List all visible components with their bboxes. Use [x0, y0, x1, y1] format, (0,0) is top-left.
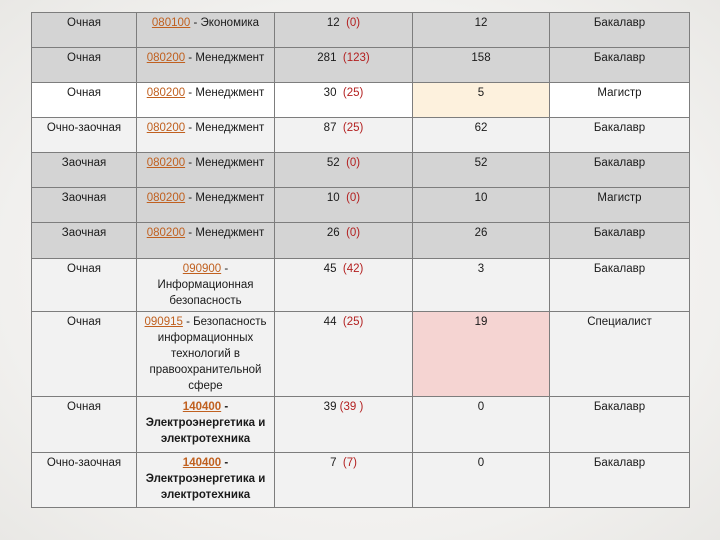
enrollment-paren: (0)	[346, 227, 361, 239]
program-name: - Безопасность информационных технологий в правоохранительной сфере	[149, 316, 267, 392]
level-cell: Специалист	[550, 312, 690, 397]
table-row	[32, 13, 690, 48]
program-code[interactable]: 080200	[146, 87, 186, 99]
enrollment-paren: (7)	[342, 457, 357, 469]
table-row	[32, 223, 690, 259]
admitted-cell: 158	[413, 48, 550, 83]
program-code[interactable]: 080200	[146, 157, 186, 169]
study-form-cell: Очная	[32, 312, 137, 397]
table-row	[32, 48, 690, 83]
level-cell: Бакалавр	[550, 223, 690, 259]
program-code[interactable]: 140400	[182, 457, 222, 469]
enrollment-paren: (25)	[342, 316, 364, 328]
program-code[interactable]: 080200	[146, 122, 186, 134]
study-form-cell: Очно-заочная	[32, 118, 137, 153]
enrollment-cell	[275, 118, 413, 153]
level-cell: Бакалавр	[550, 259, 690, 312]
level-cell: Бакалавр	[550, 453, 690, 508]
program-cell	[137, 223, 275, 259]
enrollment-cell	[275, 312, 413, 397]
program-code[interactable]: 090915	[144, 316, 183, 328]
enrollment-paren: (0)	[346, 17, 361, 29]
enrollment-cell	[275, 188, 413, 223]
study-form-cell: Очная	[32, 259, 137, 312]
program-name: - Менеджмент	[185, 87, 265, 99]
program-name: - Электроэнергетика и электротехника	[145, 401, 266, 445]
program-cell	[137, 188, 275, 223]
level-cell: Бакалавр	[550, 397, 690, 453]
program-name: - Менеджмент	[185, 227, 265, 239]
table-row	[32, 118, 690, 153]
admitted-cell: 12	[413, 13, 550, 48]
enrollment-paren: (123)	[342, 52, 370, 64]
study-form-cell: Очная	[32, 48, 137, 83]
admitted-cell: 62	[413, 118, 550, 153]
enrollment-paren: (42)	[342, 263, 364, 275]
enrollment-total: 26	[326, 227, 340, 239]
level-cell: Магистр	[550, 83, 690, 118]
program-code[interactable]: 080200	[146, 192, 186, 204]
program-cell	[137, 259, 275, 312]
admitted-cell: 52	[413, 153, 550, 188]
level-cell: Бакалавр	[550, 13, 690, 48]
enrollment-total: 45	[323, 263, 337, 275]
enrollment-total: 10	[326, 192, 340, 204]
program-name: - Экономика	[190, 17, 260, 29]
study-form-cell: Очная	[32, 13, 137, 48]
table-row	[32, 397, 690, 453]
admitted-cell: 3	[413, 259, 550, 312]
enrollment-paren: (0)	[346, 157, 361, 169]
enrollment-total: 87	[323, 122, 337, 134]
program-cell	[137, 153, 275, 188]
study-form-cell: Заочная	[32, 188, 137, 223]
table-row	[32, 259, 690, 312]
level-cell: Бакалавр	[550, 48, 690, 83]
admitted-cell: 26	[413, 223, 550, 259]
enrollment-cell	[275, 13, 413, 48]
admitted-cell: 0	[413, 397, 550, 453]
table-row	[32, 83, 690, 118]
enrollment-paren: (25)	[342, 87, 364, 99]
admitted-cell: 0	[413, 453, 550, 508]
study-form-cell: Очная	[32, 83, 137, 118]
program-code[interactable]: 140400	[182, 401, 222, 413]
enrollment-cell	[275, 397, 413, 453]
admitted-cell: 10	[413, 188, 550, 223]
enrollment-total: 30	[323, 87, 337, 99]
enrollment-total: 52	[326, 157, 340, 169]
enrollment-total: 281	[317, 52, 337, 64]
study-form-cell: Очно-заочная	[32, 453, 137, 508]
enrollment-paren: (0)	[346, 192, 361, 204]
enrollment-total: 39	[323, 401, 337, 413]
program-code[interactable]: 080200	[146, 227, 186, 239]
enrollment-cell	[275, 83, 413, 118]
enrollment-total: 44	[323, 316, 337, 328]
table-row	[32, 188, 690, 223]
enrollment-total: 12	[326, 17, 340, 29]
program-cell	[137, 118, 275, 153]
enrollment-paren: (25)	[342, 122, 364, 134]
program-cell	[137, 312, 275, 397]
table-row	[32, 312, 690, 397]
program-name: - Информационная безопасность	[157, 263, 254, 307]
program-cell	[137, 13, 275, 48]
enrollment-paren: (39 )	[339, 401, 364, 413]
program-cell	[137, 397, 275, 453]
enrollment-cell	[275, 48, 413, 83]
program-name: - Менеджмент	[185, 52, 265, 64]
level-cell: Бакалавр	[550, 118, 690, 153]
program-name: - Электроэнергетика и электротехника	[145, 457, 266, 501]
level-cell: Бакалавр	[550, 153, 690, 188]
program-code[interactable]: 080100	[151, 17, 191, 29]
table-row	[32, 453, 690, 508]
program-name: - Менеджмент	[185, 192, 265, 204]
table-row	[32, 153, 690, 188]
program-cell	[137, 48, 275, 83]
enrollment-cell	[275, 153, 413, 188]
admitted-cell: 5	[413, 83, 550, 118]
program-cell	[137, 453, 275, 508]
admitted-cell: 19	[413, 312, 550, 397]
study-form-cell: Заочная	[32, 153, 137, 188]
enrollment-total: 7	[330, 457, 337, 469]
programs-table	[31, 12, 690, 508]
program-name: - Менеджмент	[185, 122, 265, 134]
study-form-cell: Очная	[32, 397, 137, 453]
program-code[interactable]: 080200	[146, 52, 186, 64]
level-cell: Магистр	[550, 188, 690, 223]
program-name: - Менеджмент	[185, 157, 265, 169]
enrollment-cell	[275, 259, 413, 312]
study-form-cell: Заочная	[32, 223, 137, 259]
enrollment-cell	[275, 453, 413, 508]
enrollment-cell	[275, 223, 413, 259]
program-code[interactable]: 090900	[182, 263, 222, 275]
program-cell	[137, 83, 275, 118]
